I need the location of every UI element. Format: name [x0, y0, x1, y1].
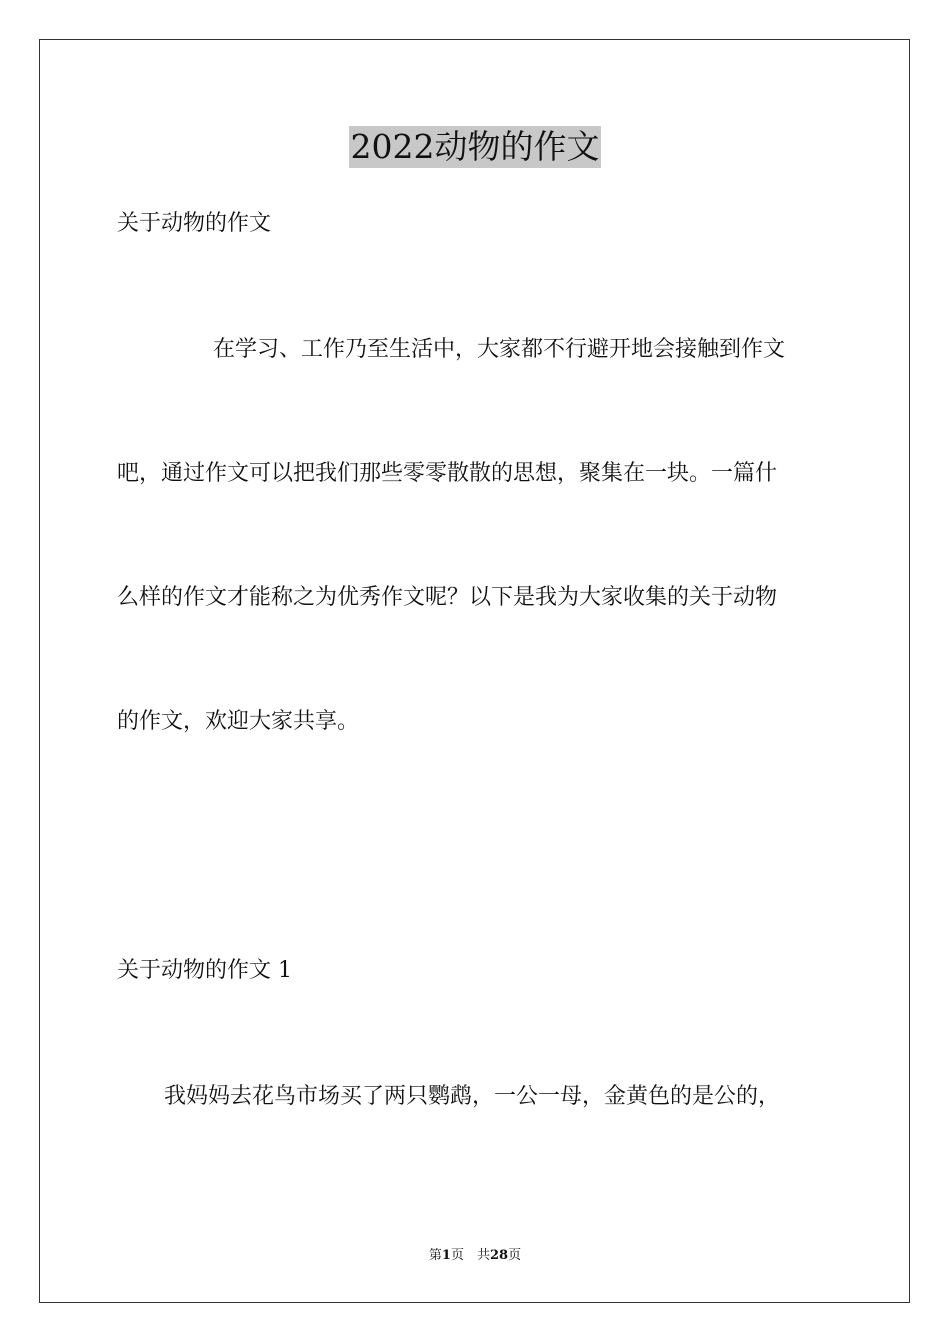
- paragraph-line: 的作文，欢迎大家共享。: [117, 709, 360, 734]
- footer-page-prefix: 第: [428, 1248, 442, 1263]
- footer-page-total: 28: [489, 1248, 509, 1263]
- paragraph-line: 我妈妈去花鸟市场买了两只鹦鹉，一公一母，金黄色的是公的，: [164, 1084, 781, 1109]
- title-wrap: [0, 126, 950, 168]
- paragraph-line: 在学习、工作乃至生活中，大家都不行避开地会接触到作文: [213, 337, 786, 362]
- footer-page-suffix: 页: [508, 1248, 522, 1263]
- document-subtitle: 关于动物的作文: [117, 211, 272, 236]
- paragraph-line: 吧，通过作文可以把我们那些零零散散的思想，聚集在一块。一篇什: [117, 461, 778, 486]
- section-heading: 关于动物的作文 1: [117, 958, 292, 983]
- paragraph-line: 么样的作文才能称之为优秀作文呢？以下是我为大家收集的关于动物: [117, 585, 778, 610]
- footer-page-current: 1: [441, 1248, 451, 1263]
- document-title: 2022动物的作文: [350, 127, 600, 166]
- footer-page-mid: 页 共: [450, 1248, 490, 1263]
- page-footer: [0, 1247, 950, 1265]
